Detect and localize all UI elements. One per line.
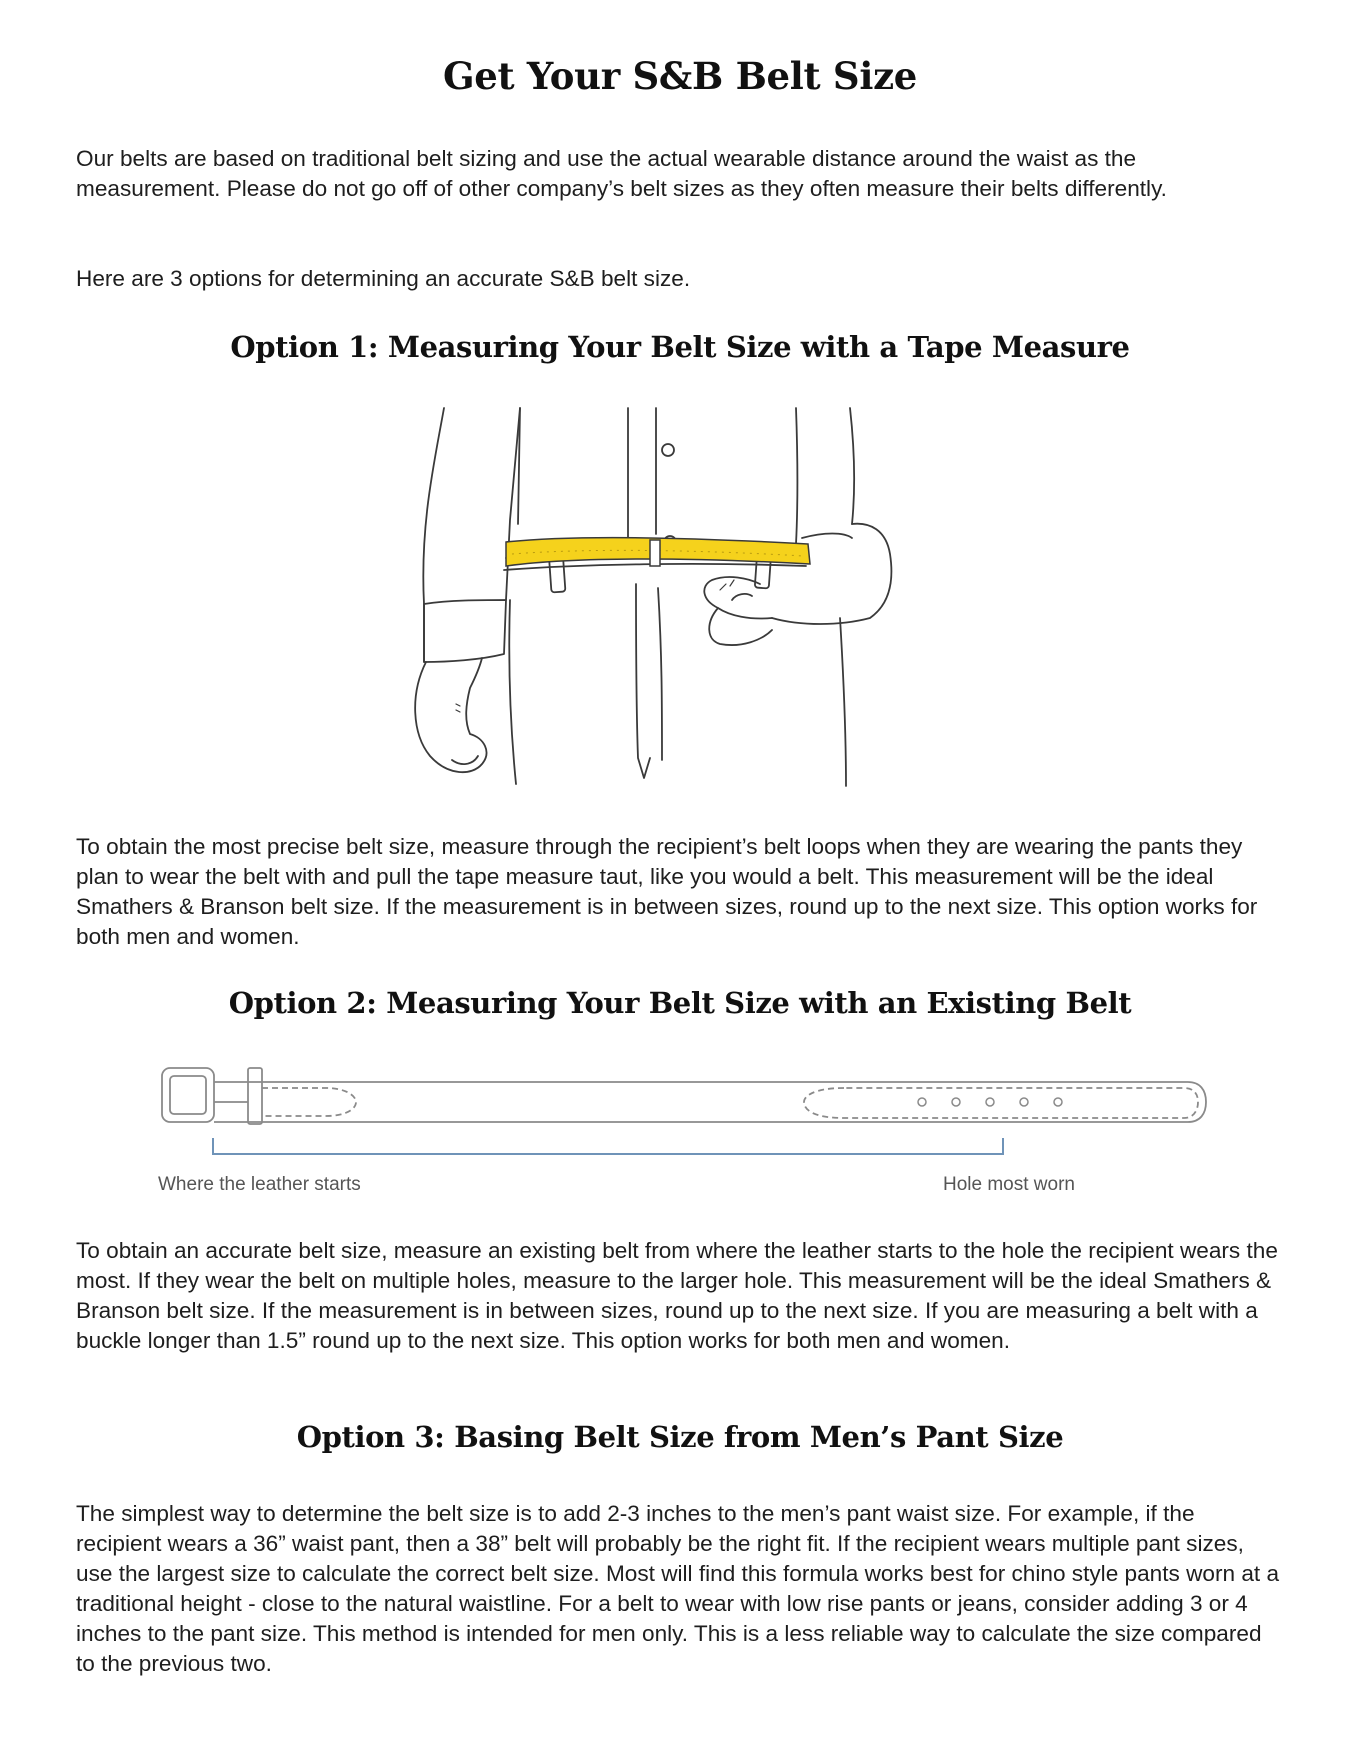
measurement-bracket: [213, 1138, 1003, 1154]
left-cuff: [424, 600, 506, 662]
belt-holes: [918, 1098, 1062, 1106]
tape-measure-end: [650, 540, 660, 566]
belt-keeper: [248, 1068, 262, 1124]
pants-fly: [636, 584, 650, 778]
shirt-button-1: [662, 444, 674, 456]
label-hole-most-worn: Hole most worn: [943, 1174, 1075, 1195]
belt-tip-stitching: [804, 1088, 1198, 1118]
label-leather-starts: Where the leather starts: [158, 1174, 361, 1195]
option-3-heading: Option 3: Basing Belt Size from Men’s Pant Size: [296, 1420, 1064, 1454]
option-3-body: The simplest way to determine the belt size is to add 2-3 inches to the men’s pant waist size. For example, if the recipient wears a 36” waist pant, then a 38” belt will probably be the right fit. If the recipient wears multiple pant sizes, use the largest size to calculate the correct belt size. Most will find this formula works best for chino style pants worn at a traditional height - close to the natural waistline. For a belt to wear with low rise pants or jeans, consider adding 3 or 4 inches to the pant size. This method is intended for men only. This is a less reliable way to calculate the size compared to the previous two.: [76, 1501, 1280, 1676]
pants-right-outline: [840, 618, 846, 786]
left-hand: [415, 658, 486, 772]
option-2-heading: Option 2: Measuring Your Belt Size with an Existing Belt: [228, 986, 1132, 1020]
belt-measurement-diagram: [150, 1062, 1210, 1172]
option-1-body: To obtain the most precise belt size, measure through the recipient’s belt loops when they are wearing the pants they plan to wear the belt with and pull the tape measure taut, like you would a belt. This measurement will be the ideal Smathers & Branson belt size. If the measurement is in between sizes, round up to the next size. This option works for both men and women.: [76, 834, 1258, 949]
option-1-heading: Option 1: Measuring Your Belt Size with a Tape Measure: [230, 330, 1130, 364]
tape-measure-illustration: [400, 404, 960, 794]
page-title: Get Your S&B Belt Size: [442, 54, 918, 98]
intro-options-line: Here are 3 options for determining an accurate S&B belt size.: [76, 266, 691, 291]
left-sleeve-outline: [423, 408, 444, 662]
option-2-body: To obtain an accurate belt size, measure an existing belt from where the leather starts to the hole the recipient wears the most. If they wear the belt on multiple holes, measure to the larger hole. This measurement will be the ideal Smathers & Branson belt size. If the measurement is in between sizes, round up to the next size. If you are measuring a belt with a buckle longer than 1.5” round up to the next size. This option works for both men and women.: [76, 1238, 1278, 1353]
pants-left-outline: [509, 600, 516, 784]
intro-paragraph: Our belts are based on traditional belt sizing and use the actual wearable distance around the waist as the measurement. Please do not go off of other company’s belt sizes as they often measure their belts differently.: [76, 146, 1167, 201]
